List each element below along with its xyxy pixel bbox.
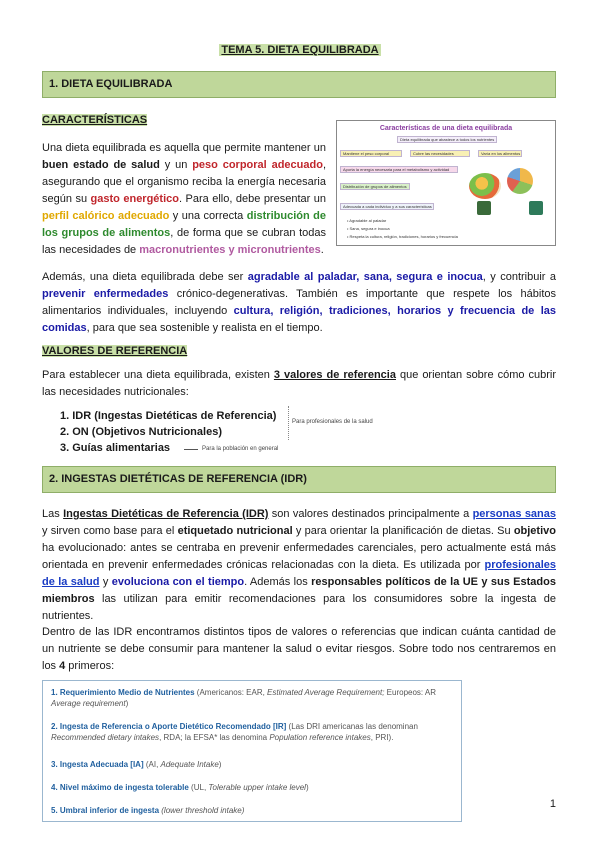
infographic-line-1: Dieta equilibrada que abastece a todos los nutrientes <box>397 136 497 143</box>
paragraph-requisitos: Además, una dieta equilibrada debe ser agradable al paladar, sana, segura e inocua, y contribuir a prevenir enfermedades crónico-degenerativas. También es importante que respete los hábitos alimentarios individuales, incluyendo cultura, religión, tradiciones, horarios y frecuencia de las comidas, para que sea sostenible y realista en el tiempo. <box>42 271 556 334</box>
idr-item-ia: 3. Ingesta Adecuada [IA] (AI, Adequate Intake) <box>51 760 222 769</box>
idr-item-ir: 2. Ingesta de Referencia o Aporte Dietético Recomendado [IR] (Las DRI americanas las denominan Recommended dietary intakes, RDA; la EFSA* las denomina Population reference intakes, PRI). <box>51 722 418 742</box>
paragraph-valores: Para establecer una dieta equilibrada, existen 3 valores de referencia que orientan sobre cómo cubrir las necesidades nutricionales: <box>42 369 556 398</box>
family-icon <box>477 201 491 215</box>
subheading-caracteristicas: CARACTERÍSTICAS <box>42 114 148 126</box>
infographic-box-1: Mantiene el peso corporal <box>340 150 402 157</box>
paragraph-definicion: Una dieta equilibrada es aquella que permite mantener un buen estado de salud y un peso corporal adecuado, asegurando que el organismo reciba la energía necesaria según su gasto energético. Para ello, debe presentar un perfil calórico adecuado y una correcta distribución de los grupos de alimentos, de forma que se cubran todas las necesidades de macronutrientes y micronutrientes. <box>42 142 326 256</box>
characteristics-infographic <box>336 120 556 246</box>
arrow-line <box>184 449 198 450</box>
paragraph-idr-tipos: Dentro de las IDR encontramos distintos tipos de valores o referencias que indican cuánta cantidad de un nutriente se debe consumir para mantener la salud o evitar riesgos. Sobre todo nos centraremos en los 4 primeros: <box>42 626 556 672</box>
list-item: 1. IDR (Ingestas Dietéticas de Referencia) <box>60 410 277 422</box>
idr-item-ul: 4. Nivel máximo de ingesta tolerable (UL, Tolerable upper intake level) <box>51 783 309 792</box>
section-header-idr: 2. INGESTAS DIETÉTICAS DE REFERENCIA (IDR) <box>42 466 556 493</box>
infographic-line-3: Distribución de grupos de alimentos <box>340 183 410 190</box>
note-population: Para la población en general <box>202 446 279 452</box>
infographic-box-2: Cubre las necesidades <box>410 150 470 157</box>
document-title: TEMA 5. DIETA EQUILIBRADA <box>221 44 379 56</box>
food-plate-image <box>469 173 501 199</box>
section-header-dieta-equilibrada: 1. DIETA EQUILIBRADA <box>42 71 556 98</box>
note-professionals: Para profesionales de la salud <box>292 419 373 425</box>
idr-types-box <box>42 680 462 822</box>
subheading-valores-referencia: VALORES DE REFERENCIA <box>42 345 188 357</box>
infographic-bullet-2: • Sana, segura e inocua <box>347 226 390 231</box>
list-item: 2. ON (Objetivos Nutricionales) <box>60 426 222 438</box>
infographic-bullet-1: • Agradable al paladar <box>347 218 387 223</box>
plate-chart-image <box>507 168 533 194</box>
infographic-box-3: Varía en los alimentos <box>478 150 522 157</box>
infographic-line-4: Adecuada a cada individuo y a sus características <box>340 203 434 210</box>
infographic-bullet-3: • Respeta la cultura, religión, tradiciones, horarios y frecuencia <box>347 234 458 239</box>
paragraph-idr-definicion: Las Ingestas Dietéticas de Referencia (IDR) son valores destinados principalmente a personas sanas y sirven como base para el etiquetado nutricional y para orientar la planificación de dietas. Su objetivo ha evolucionado: antes se centraba en prevenir enfermedades carenciales, pero actualmente está más orientada en prevenir enfermedades crónicas relacionadas con la dieta. Es utilizada por profesionales de la salud y evoluciona con el tiempo. Además los responsables políticos de la UE y sus Estados miembros las utilizan para emitir recomendaciones para los consumidores sobre la ingesta de nutrientes. <box>42 508 557 622</box>
infographic-title: Características de una dieta equilibrada <box>379 125 513 132</box>
idr-item-umbral: 5. Umbral inferior de ingesta (lower threshold intake) <box>51 806 245 815</box>
person-icon <box>529 201 543 215</box>
brace-line <box>288 406 289 440</box>
page-number: 1 <box>549 798 556 810</box>
infographic-line-2: Aporta la energía necesaria para el metabolismo y actividad <box>340 166 458 173</box>
idr-item-ear: 1. Requerimiento Medio de Nutrientes (Americanos: EAR, Estimated Average Requirement; Europeos: AR Average requirement) <box>51 688 437 708</box>
list-item: 3. Guías alimentarias <box>60 442 171 454</box>
